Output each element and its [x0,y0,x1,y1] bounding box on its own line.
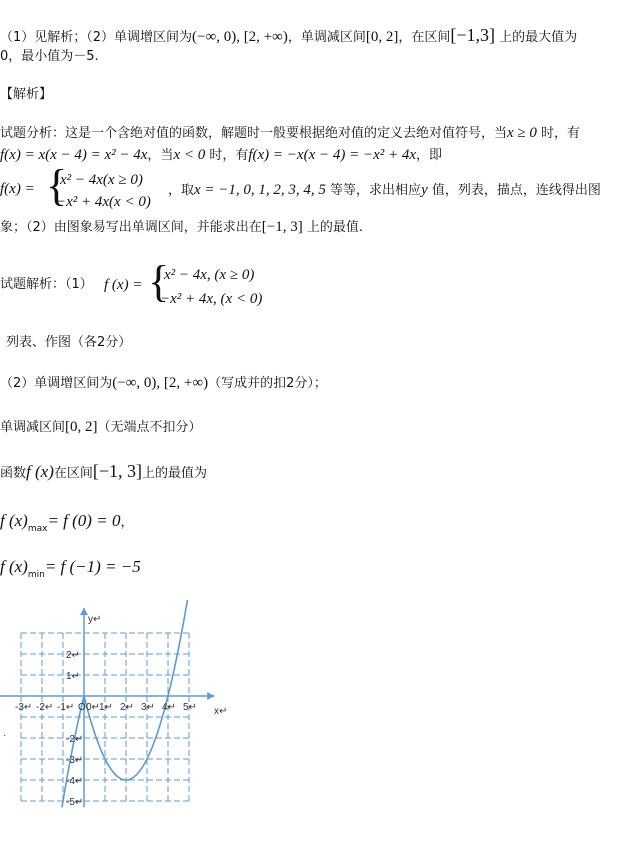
solution-func: f (x) [26,462,54,481]
analysis-condition-neg: x < 0 [173,147,206,163]
formula-positive: f(x) = x(x − 4) = x² − 4x [0,147,148,163]
graph-grid [21,633,189,801]
analysis-line-4 [0,218,363,237]
solution-decreasing-interval: [0, 2] [65,419,98,435]
max-comma: ， [120,515,134,530]
brace-icon: { [46,161,68,210]
answer-text-tail: 上的最大值为 [495,30,578,45]
analysis-line-1 [0,124,580,143]
x-tick-label: 3↵ [141,702,155,713]
analysis-text: 上的最值. [302,220,363,235]
answer-decreasing-interval: [0, 2] [365,29,399,45]
y-tick-label: 1↵ [66,671,80,682]
function-graph [0,600,260,830]
y-tick-label: -3↵ [66,755,84,766]
min-value: = f (−1) = −5 [44,557,141,576]
y-symbol: y [421,182,428,198]
solution-note: （写成并的扣2分）； [208,376,327,391]
analysis-text: ，即 [416,148,443,163]
y-tick-label: -2↵ [66,734,84,745]
analysis-text: 等等，求出相应 [325,183,422,198]
solution-extrema-intro [0,462,207,483]
x-tick-label: -2↵ [36,702,54,713]
analysis-text-tail: 时，有 [536,126,581,141]
solution-note: （无端点不扣分） [97,420,202,435]
solution-text: 函数 [0,466,27,481]
brace-icon: { [148,257,170,306]
max-value: = f (0) = 0 [47,511,121,530]
solution-case-1: x² − 4x, (x ≥ 0) [164,267,255,283]
analysis-text: ，当 [147,148,174,163]
piecewise-case-2: −x² + 4x(x < 0) [56,194,151,210]
answer-text-mid2: ，在区间 [398,30,451,45]
solution-text: 上的最值为 [142,466,208,481]
solution-text: 在区间 [53,466,93,481]
piecewise-case-1: x² − 4x(x ≥ 0) [60,172,143,188]
x-axis-arrow-icon [207,692,214,700]
formula-negative: f(x) = −x(x − 4) = −x² + 4x [248,147,417,163]
y-tick-label: -5↵ [66,797,84,808]
analysis-interval: [−1, 3] [261,219,303,235]
min-subscript: min [27,570,45,580]
solution-interval: [−1, 3] [92,461,143,481]
x-tick-label: -3↵ [15,702,33,713]
solution-label: 试题解析：（1） [0,277,93,292]
answer-line-2: 0，最小值为－5. [0,49,99,64]
x-tick-label: 1↵ [99,702,113,713]
y-tick-label: 2↵ [66,650,80,661]
answer-text-mid: ，单调减区间 [287,30,366,45]
side-mark: · [3,730,7,741]
table-note: 列表、作图（各2分） [6,335,132,350]
analysis-text: 试题分析：这是一个含绝对值的函数，解题时一般要根据绝对值的定义去绝对值符号，当 [0,126,508,141]
solution-increasing-interval: (−∞, 0), [2, +∞) [112,375,209,391]
answer-increasing-interval: (−∞, 0), [2, +∞) [192,29,288,45]
max-value-line [0,512,133,538]
solution-fx: f (x) = [104,277,143,293]
x-tick-label: 2↵ [120,702,134,713]
solution-text: （2）单调增区间为 [0,376,113,391]
solution-increasing [0,374,327,393]
analysis-text: 象；（2）由图象易写出单调区间，并能求出在 [0,220,262,235]
min-f: f (x) [0,557,28,576]
analysis-condition: x ≥ 0 [507,125,537,141]
solution-text: 单调减区间 [0,420,66,435]
x-tick-label: 5↵ [183,702,197,713]
y-axis-label: y↵ [88,614,102,625]
solution-decreasing [0,418,202,437]
sample-x-values: x = −1, 0, 1, 2, 3, 4, 5 [194,182,326,198]
max-subscript: max [27,524,48,534]
x-tick-label: -1↵ [57,702,75,713]
answer-interval: [−1,3] [450,25,496,45]
x-tick-label: O [78,702,86,713]
origin-label: 0↵ [86,702,100,713]
y-axis-arrow-icon [80,608,88,615]
x-axis-label: x↵ [214,706,228,717]
solution-case-2: −x² + 4x, (x < 0) [160,291,263,307]
analysis-line-3 [168,181,601,200]
analysis-text: 时，有 [205,148,249,163]
y-tick-label: -4↵ [66,776,84,787]
max-f: f (x) [0,511,28,530]
piecewise-fx: f(x) = [0,181,35,197]
section-heading: 【解析】 [0,87,53,102]
analysis-text: 值，列表，描点，连线得出图 [427,183,601,198]
answer-line-1 [0,26,577,47]
analysis-text: ，取 [168,183,195,198]
x-tick-label: 4↵ [162,702,176,713]
min-value-line [0,558,141,584]
answer-text: （1）见解析；（2）单调增区间为 [0,30,193,45]
